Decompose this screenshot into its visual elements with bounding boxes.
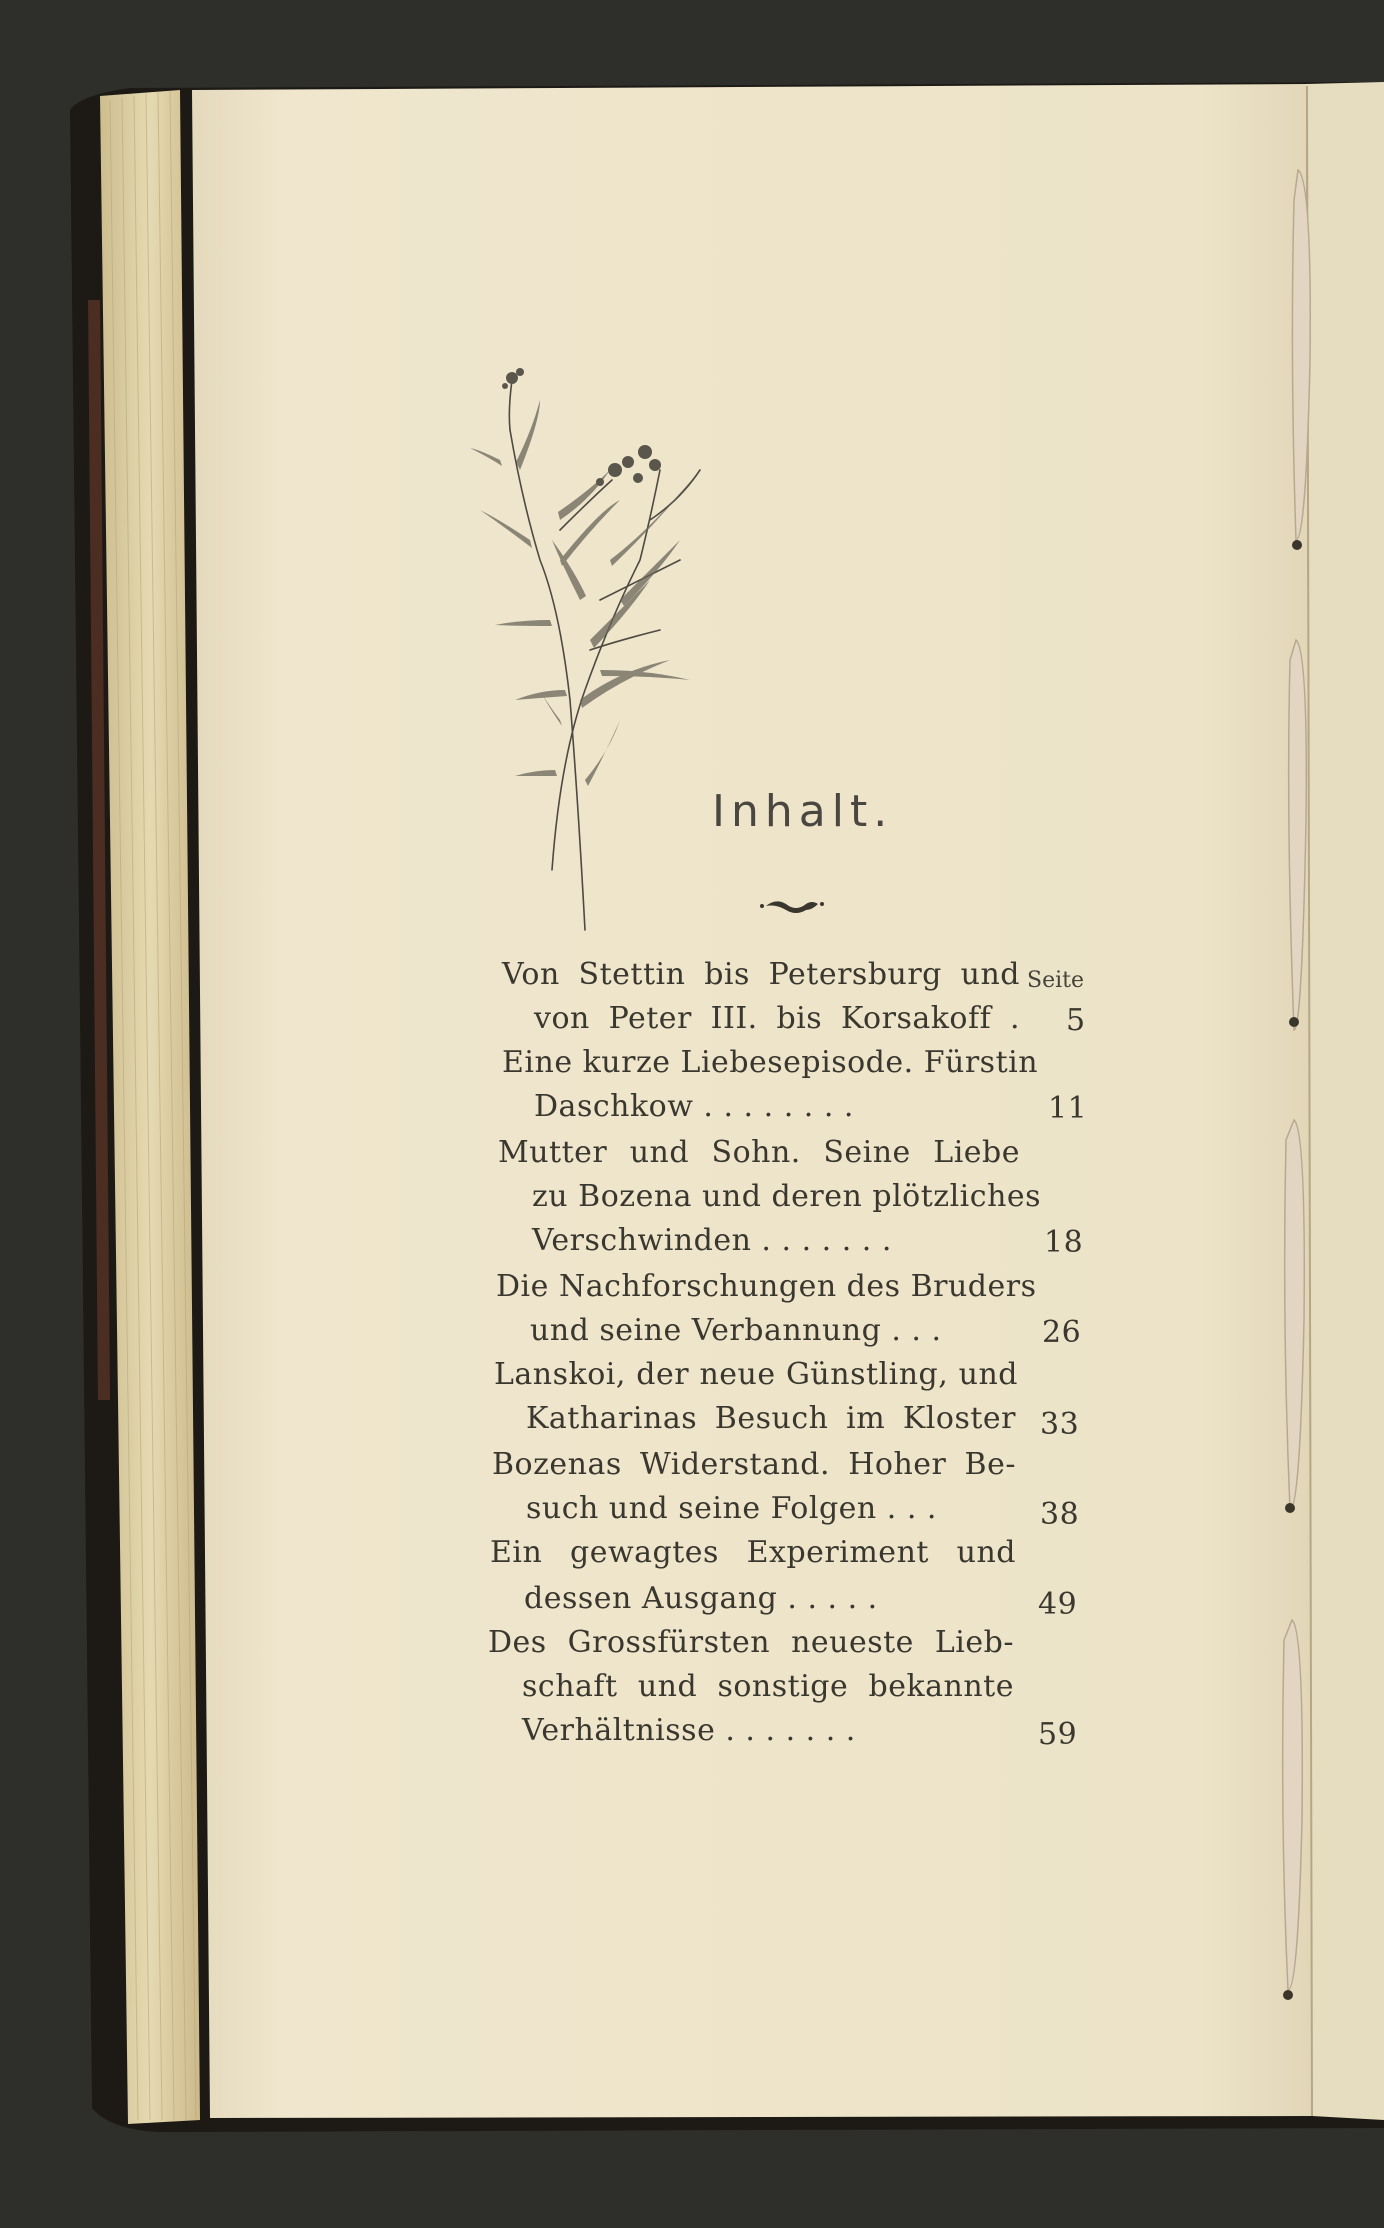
toc-line: Lanskoi, der neue Günstling, und <box>494 1357 1018 1392</box>
toc-line: Von Stettin bis Petersburg und <box>502 957 1020 992</box>
toc-page-number: 26 <box>1042 1315 1082 1350</box>
toc-line: dessen Ausgang . . . . . <box>524 1581 878 1616</box>
toc-line: Die Nachforschungen des Bruders <box>496 1269 1037 1304</box>
toc-line: Katharinas Besuch im Kloster <box>526 1401 1016 1436</box>
toc-line: Daschkow . . . . . . . . <box>534 1089 854 1124</box>
toc-line: Mutter und Sohn. Seine Liebe <box>498 1135 1020 1170</box>
toc-line: schaft und sonstige bekannte <box>522 1669 1014 1704</box>
toc-line: Ein gewagtes Experiment und <box>490 1535 1016 1570</box>
toc-line: und seine Verbannung . . . <box>530 1313 942 1348</box>
toc-line: zu Bozena und deren plötzliches <box>532 1179 1042 1214</box>
toc-page-number: 49 <box>1038 1587 1078 1622</box>
toc-page-number: 18 <box>1044 1225 1084 1260</box>
toc-line: such und seine Folgen . . . <box>526 1491 937 1526</box>
right-page <box>1306 82 1384 2120</box>
toc-line: von Peter III. bis Korsakoff . <box>534 1001 1020 1036</box>
page-number-header: Seite <box>1027 968 1084 993</box>
toc-line: Eine kurze Liebesepisode. Fürstin <box>502 1045 1039 1080</box>
toc-page-number: 33 <box>1040 1407 1080 1442</box>
toc-line: Verhältnisse . . . . . . . <box>522 1713 856 1748</box>
toc-line: Bozenas Widerstand. Hoher Be- <box>492 1447 1016 1482</box>
toc-line: Verschwinden . . . . . . . <box>532 1223 892 1258</box>
toc-page-number: 5 <box>1066 1003 1086 1038</box>
toc-page-number: 11 <box>1048 1091 1088 1126</box>
page-title: Inhalt. <box>712 786 894 837</box>
toc-page-number: 59 <box>1038 1717 1078 1752</box>
toc-page-number: 38 <box>1040 1497 1080 1532</box>
toc-line: Des Grossfürsten neueste Lieb- <box>488 1625 1014 1660</box>
